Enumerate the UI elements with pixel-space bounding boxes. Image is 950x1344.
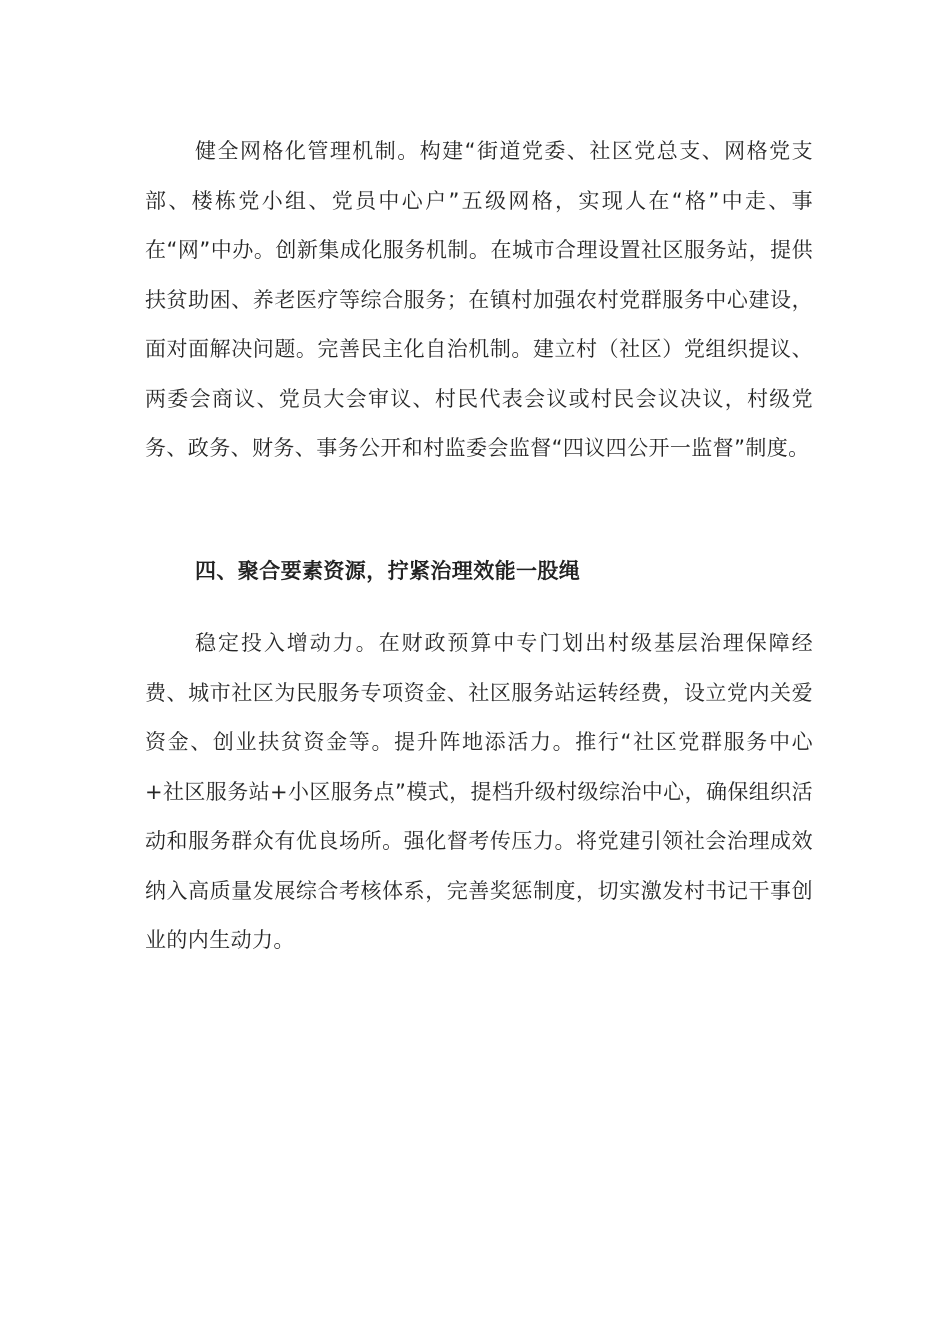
section-heading: 四、聚合要素资源，拧紧治理效能一股绳 — [195, 559, 581, 583]
paragraph-grid-management: 健全网格化管理机制。构建“街道党委、社区党总支、网格党支部、楼栋党小组、党员中心户”五级网格，实现人在“格”中走、事在“网”中办。创新集成化服务机制。在城市合理设置社区服务站，提供扶贫助困、养老医疗等综合服务；在镇村加强农村党群服务中心建设，面对面解决问题。完善民主化自治机制。建立村（社区）党组织提议、两委会商议、党员大会审议、村民代表会议或村民会议决议，村级党务、政务、财务、事务公开和村监委会监督“四议四公开一监督”制度。 — [145, 139, 813, 460]
paragraph-resources: 稳定投入增动力。在财政预算中专门划出村级基层治理保障经费、城市社区为民服务专项资金、社区服务站运转经费，设立党内关爱资金、创业扶贫资金等。提升阵地添活力。推行“社区党群服务中心+社区服务站+小区服务点”模式，提档升级村级综治中心，确保组织活动和服务群众有优良场所。强化督考传压力。将党建引领社会治理成效纳入高质量发展综合考核体系，完善奖惩制度，切实激发村书记干事创业的内生动力。 — [145, 631, 813, 952]
